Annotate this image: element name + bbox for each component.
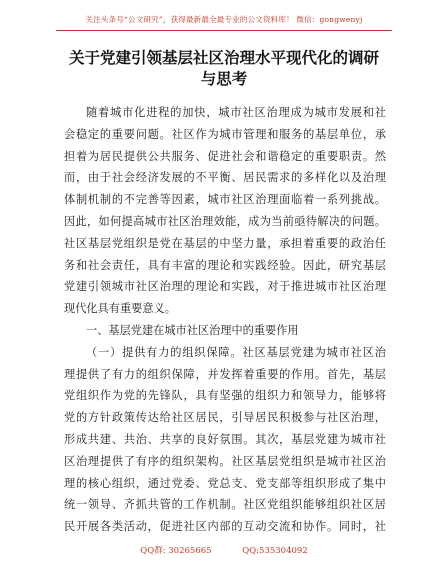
body-line: （一）提供有力的组织保障。社区基层党建为城市社区治 [86,345,386,359]
document-body [64,102,386,538]
body-line: 现代化具有重要意义。 [64,302,176,316]
body-line: 理的核心组织，通过党委、党总支、党支部等组织形成了集中 [64,476,386,490]
body-line: 因此，如何提高城市社区治理效能，成为当前亟待解决的问题。 [64,214,386,228]
title-line-1: 关于党建引领基层社区治理水平现代化的调研 [68,49,379,67]
footer-contact [0,544,448,556]
body-line: 统一领导、齐抓共管的工作机制。社区党组织能够组织社区居 [64,498,386,512]
body-line: 而，由于社会经济发展的不平衡、居民需求的多样化以及治理 [64,171,386,185]
body-line: 理提供了有力的组织保障，并发挥着重要的作用。首先，基层 [64,367,386,381]
body-line: 党组织作为党的先锋队，具有坚强的组织力和领导力，能够将 [64,389,386,403]
title-line-2: 与思考 [200,70,248,88]
body-line: 务和社会责任，具有丰富的理论和实践经验。因此，研究基层 [64,258,386,272]
body-line: 民开展各类活动，促进社区内部的互动交流和协作。同时，社 [64,520,386,534]
header-divider [56,30,392,31]
body-line: 体制机制的不完善等因素，城市社区治理面临着一系列挑战。 [64,193,386,207]
document-title [52,48,396,90]
body-line: 党建引领城市社区治理的理论和实践，对于推进城市社区治理 [64,280,386,294]
body-line: 担着为居民提供公共服务、促进社会和谐稳定的重要职责。然 [64,149,386,163]
footer-qq-group: QQ群: 30265665 [140,546,212,556]
body-line: 形成共建、共治、共享的良好氛围。其次，基层党建为城市社 [64,432,386,446]
section-heading: 一、基层党建在城市社区治理中的重要作用 [86,323,299,337]
header-banner: 关注头条号“公文研究”，获得最新最全最专业的公文资料库！ 微信：gongwenyj [85,15,363,24]
body-line: 社区基层党组织是党在基层的中坚力量，承担着重要的政治任 [64,236,386,250]
body-line: 党的方针政策传达给社区居民，引导居民积极参与社区治理， [64,411,386,425]
body-line: 区治理提供了有序的组织架构。社区基层党组织是城市社区治 [64,454,386,468]
body-line: 随着城市化进程的加快，城市社区治理成为城市发展和社 [86,106,386,119]
body-line: 会稳定的重要问题。社区作为城市管理和服务的基层单位，承 [64,127,386,141]
footer-qq: QQ:535304092 [242,546,308,556]
